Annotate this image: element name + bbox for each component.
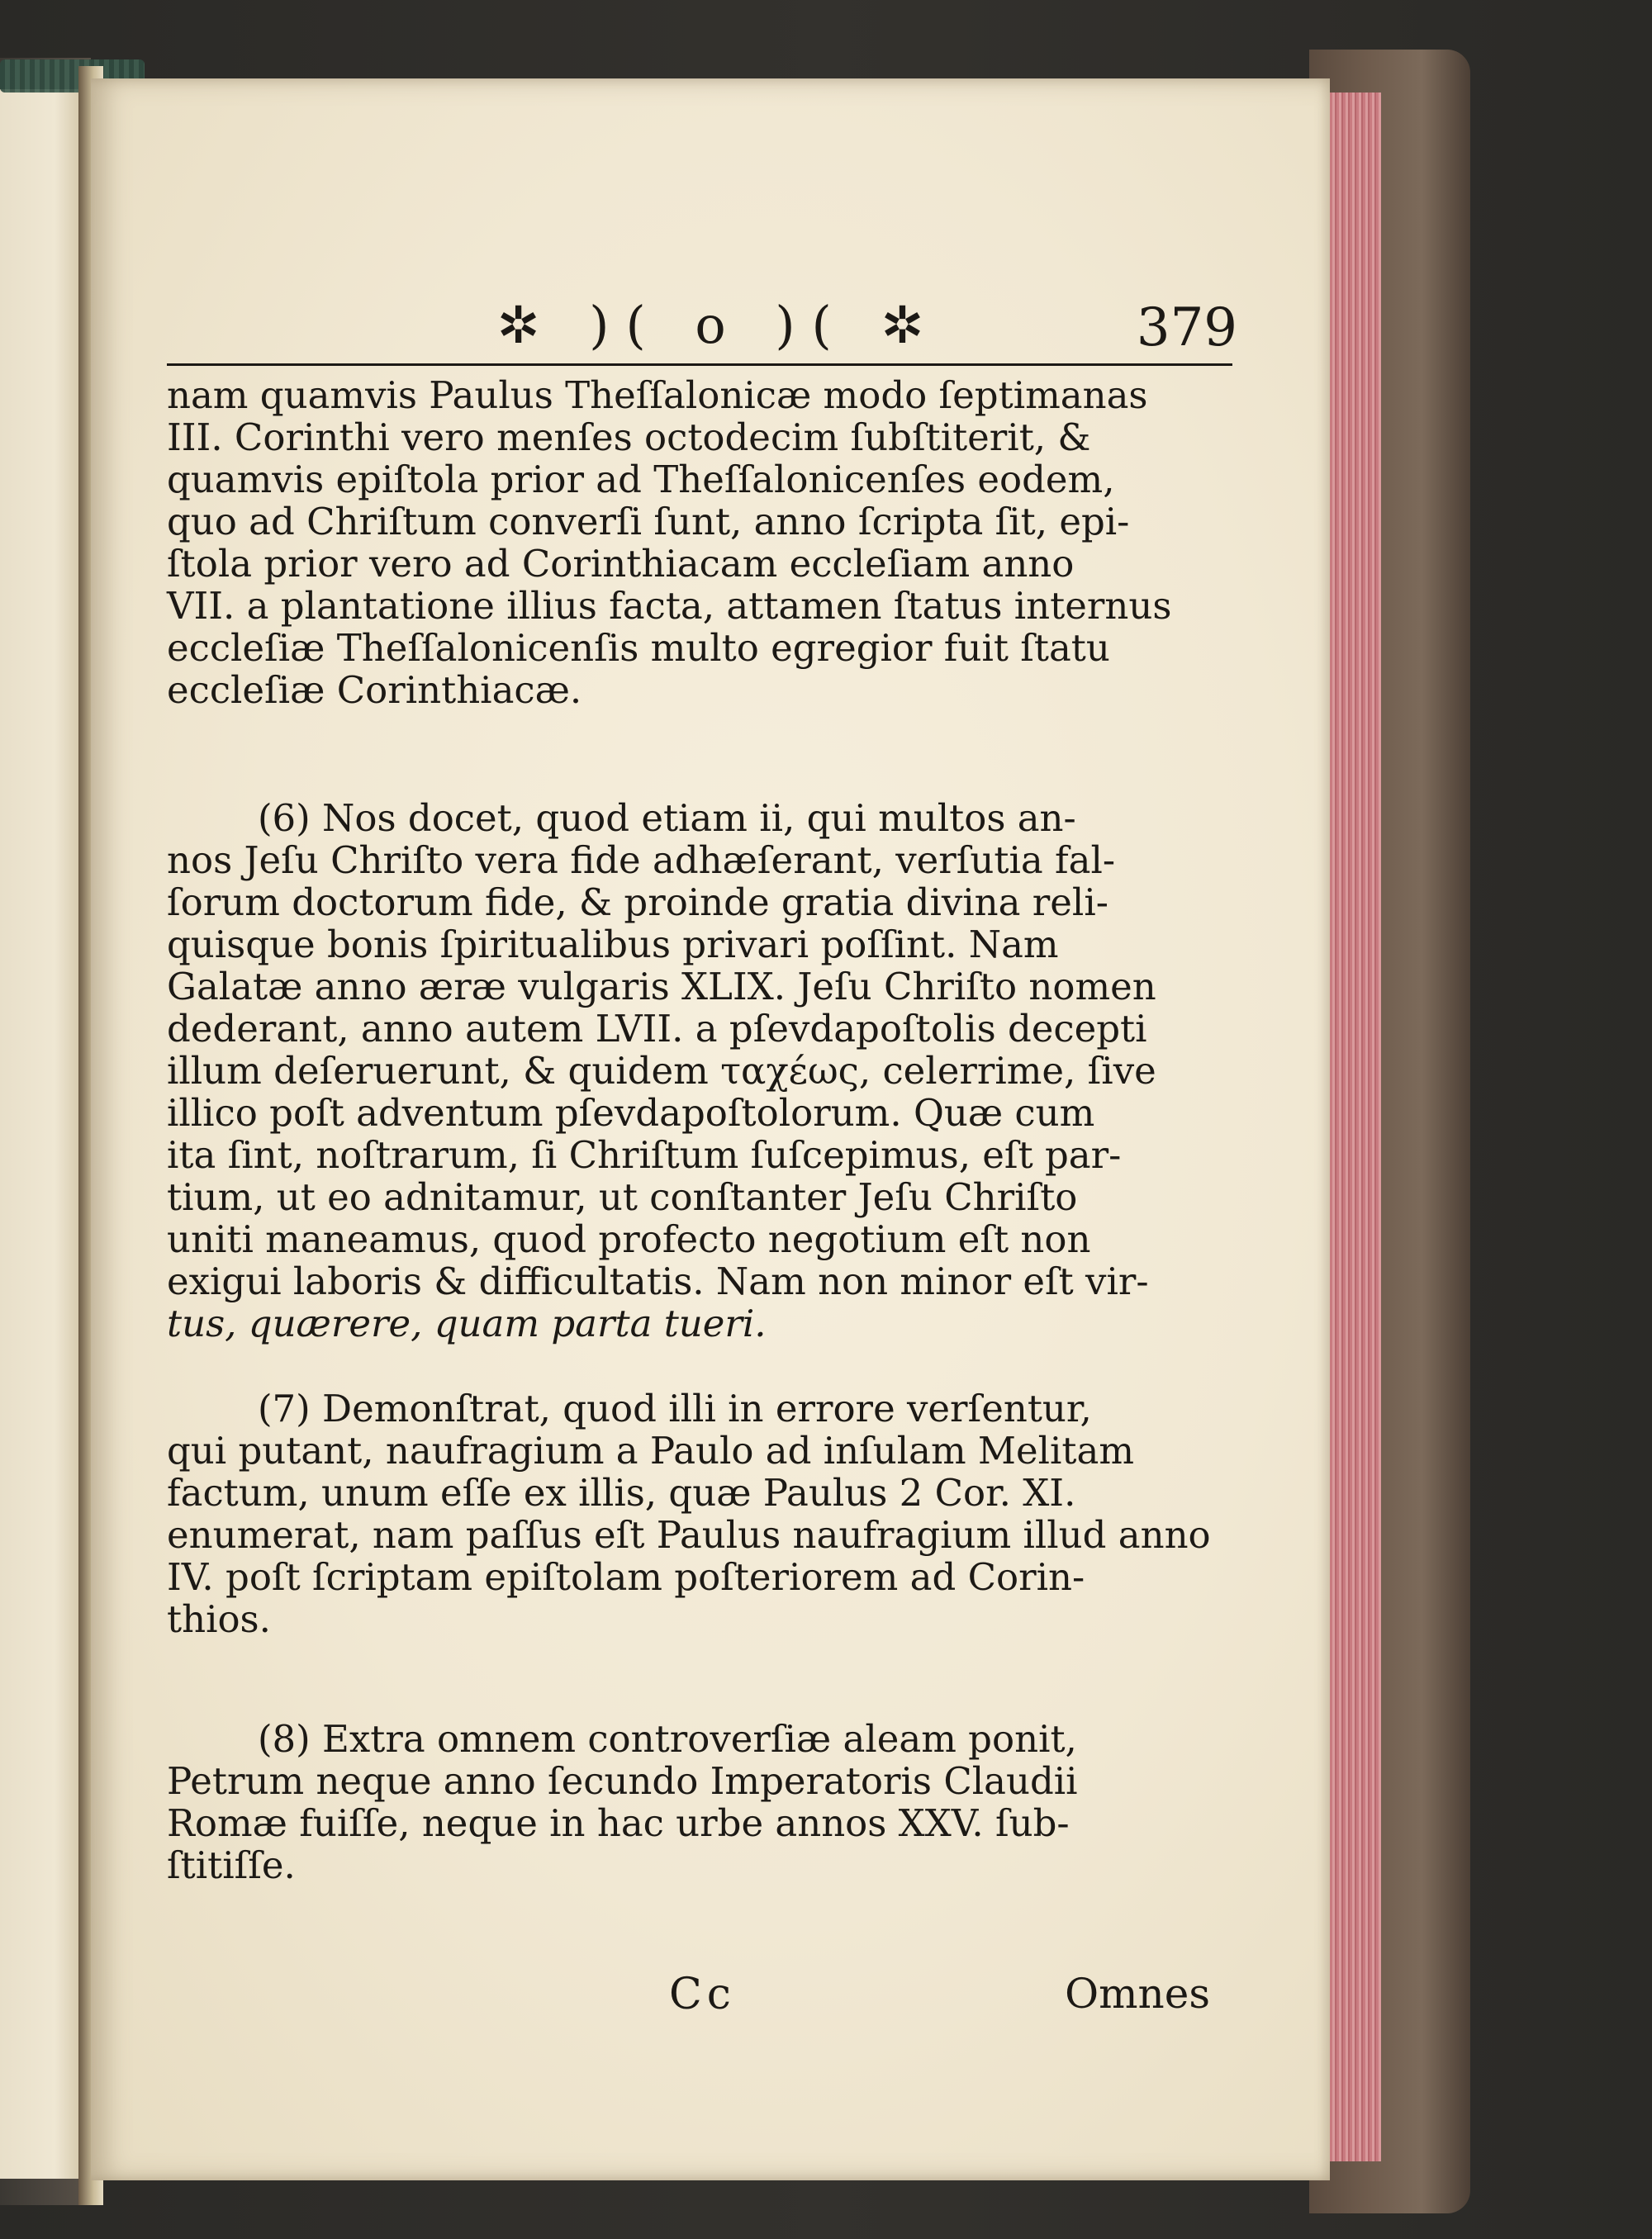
text-line: thios. (167, 1597, 271, 1641)
page-number: 379 (1136, 297, 1237, 358)
text-line: exigui laboris & difficultatis. Nam non minor eſt vir- (167, 1259, 1149, 1303)
text-line: eccleſiæ Corinthiacæ. (167, 668, 582, 712)
text-line: IV. poſt ſcriptam epiſtolam poſteriorem ad Corin- (167, 1555, 1085, 1599)
text-line: (8) Extra omnem controverſiæ aleam ponit, (258, 1717, 1077, 1761)
text-line: ſtola prior vero ad Corinthiacam eccleſiam anno (167, 542, 1075, 586)
text-line: (6) Nos docet, quod etiam ii, qui multos an- (258, 796, 1076, 840)
text-line: tus, quærere, quam parta tueri. (167, 1302, 767, 1345)
text-line: nam quamvis Paulus Theſſalonicæ modo ſeptimanas (167, 373, 1148, 417)
paragraph-1 (167, 374, 1241, 711)
text-line: III. Corinthi vero menſes octodecim ſubſtiterit, & (167, 415, 1091, 459)
text-line: ſorum doctorum fide, & proinde gratia divina reli- (167, 880, 1108, 924)
signature-mark: Cc (669, 1970, 736, 2019)
text-line: quamvis epiſtola prior ad Theſſalonicenſes eodem, (167, 458, 1115, 501)
text-line: ita ſint, noſtrarum, ſi Chriſtum ſuſcepimus, eſt par- (167, 1133, 1122, 1177)
text-line: eccleſiæ Theſſalonicenſis multo egregior fuit ſtatu (167, 626, 1110, 670)
text-line: (7) Demonſtrat, quod illi in errore verſentur, (258, 1387, 1092, 1430)
facing-page-edge (0, 89, 80, 2179)
paragraph-4 (167, 1718, 1241, 1886)
header-ornament: ✲ )( o )( ✲ (496, 295, 941, 355)
header-rule (167, 363, 1232, 366)
text-line: quisque bonis ſpiritualibus privari poſſint. Nam (167, 923, 1059, 966)
text-line: qui putant, naufragium a Paulo ad inſulam Melitam (167, 1429, 1135, 1473)
text-line: dederant, anno autem LVII. a pſevdapoſtolis decepti (167, 1007, 1147, 1051)
paragraph-3 (167, 1388, 1241, 1640)
text-line: quo ad Chriſtum converſi ſunt, anno ſcripta ſit, epi- (167, 500, 1130, 543)
text-line: ſtitiſſe. (167, 1843, 296, 1887)
text-line: uniti maneamus, quod profecto negotium eſt non (167, 1217, 1091, 1261)
text-line: Galatæ anno æræ vulgaris XLIX. Jeſu Chriſto nomen (167, 965, 1156, 1008)
text-line: factum, unum eſſe ex illis, quæ Paulus 2 Cor. XI. (167, 1471, 1076, 1515)
page-edge (1322, 93, 1381, 2161)
catchword: Omnes (1065, 1970, 1210, 2018)
text-line: illico poſt adventum pſevdapoſtolorum. Quæ cum (167, 1091, 1095, 1135)
text-line: Petrum neque anno ſecundo Imperatoris Claudii (167, 1759, 1078, 1803)
text-line: tium, ut eo adnitamur, ut conſtanter Jeſu Chriſto (167, 1175, 1078, 1219)
text-line: VII. a plantatione illius facta, attamen ſtatus internus (167, 584, 1172, 628)
book-page (91, 78, 1330, 2180)
text-line: enumerat, nam paſſus eſt Paulus naufragium illud anno (167, 1513, 1211, 1557)
text-line: Romæ fuiſſe, neque in hac urbe annos XXV. ſub- (167, 1801, 1070, 1845)
paragraph-2 (167, 797, 1241, 1345)
text-line: nos Jeſu Chriſto vera fide adhæſerant, verſutia fal- (167, 838, 1116, 882)
text-line: illum deſeruerunt, & quidem ταχέως, celerrime, ſive (167, 1049, 1156, 1093)
